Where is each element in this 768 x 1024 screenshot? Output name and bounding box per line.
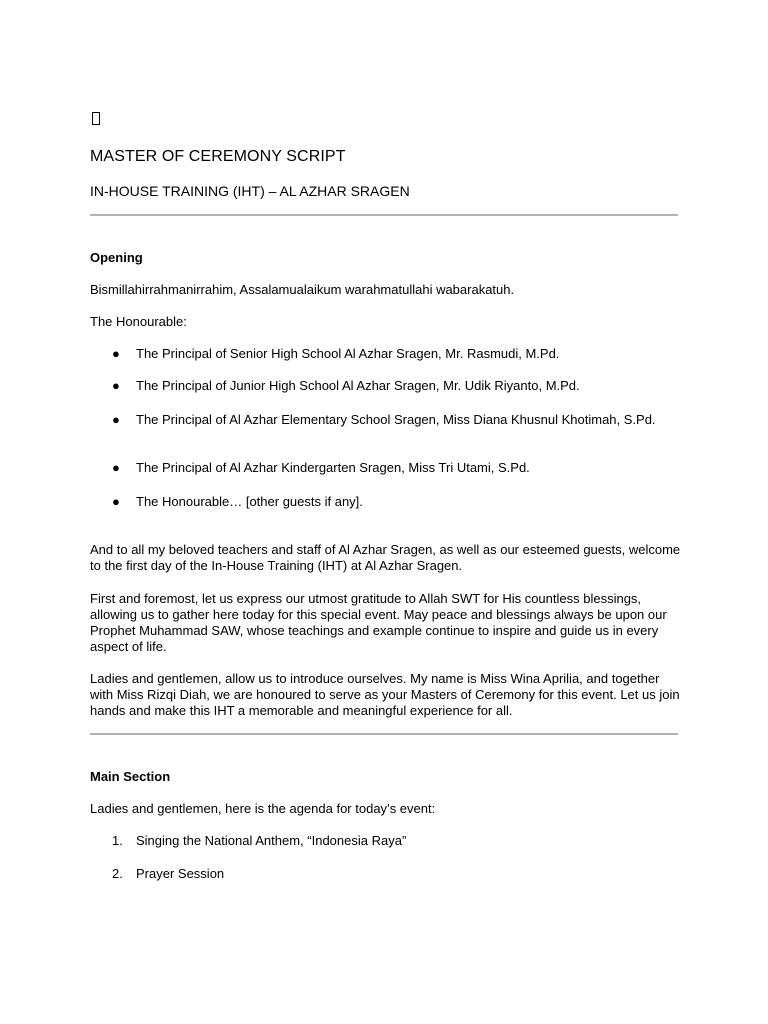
horizontal-rule xyxy=(90,733,678,735)
honourable-label: The Honourable: xyxy=(90,314,187,329)
bullet-marker: ● xyxy=(112,494,120,509)
welcome-paragraph: And to all my beloved teachers and staff of Al Azhar Sragen, as well as our esteemed guests, welcome to the first day of the In-House Training (IHT) at Al Azhar Sragen. xyxy=(90,542,681,573)
bullet-marker: ● xyxy=(112,346,120,361)
bullet-marker: ● xyxy=(112,378,120,393)
list-number: 2. xyxy=(112,866,123,881)
list-item-text: The Honourable… [other guests if any]. xyxy=(136,494,363,509)
list-number: 1. xyxy=(112,833,123,848)
document-title: MASTER OF CEREMONY SCRIPT xyxy=(90,148,346,165)
section-heading-main: Main Section xyxy=(90,769,171,784)
list-item-text: Prayer Session xyxy=(136,866,225,881)
list-item-text: The Principal of Junior High School Al Azhar Sragen, Mr. Udik Riyanto, M.Pd. xyxy=(136,378,580,393)
agenda-intro: Ladies and gentlemen, here is the agenda for today’s event: xyxy=(90,801,436,816)
greeting-paragraph: Bismillahirrahmanirrahim, Assalamualaikum warahmatullahi wabarakatuh. xyxy=(90,282,515,297)
list-item-text: The Principal of Al Azhar Elementary School Sragen, Miss Diana Khusnul Khotimah, S.Pd. xyxy=(136,412,656,427)
list-item-text: The Principal of Senior High School Al Azhar Sragen, Mr. Rasmudi, M.Pd. xyxy=(136,346,560,361)
bullet-marker: ● xyxy=(112,460,120,475)
gratitude-paragraph: First and foremost, let us express our utmost gratitude to Allah SWT for His countless blessings, allowing us to gather here today for this special event. May peace and blessings always be upon our Prophet Muhammad SAW, whose teachings and example continue to inspire and guide us in every aspect of life. xyxy=(90,591,667,654)
introduction-paragraph: Ladies and gentlemen, allow us to introduce ourselves. My name is Miss Wina Aprilia, and together with Miss Rizqi Diah, we are honoured to serve as your Masters of Ceremony for this event. Let us join hands and make this IHT a memorable and meaningful experience for all. xyxy=(90,671,680,718)
document-subtitle: IN-HOUSE TRAINING (IHT) – AL AZHAR SRAGEN xyxy=(90,183,410,199)
section-heading-opening: Opening xyxy=(90,250,143,265)
missing-glyph-icon xyxy=(92,112,100,125)
bullet-marker: ● xyxy=(112,412,120,427)
horizontal-rule xyxy=(90,214,678,216)
list-item-text: Singing the National Anthem, “Indonesia Raya” xyxy=(136,833,407,848)
list-item-text: The Principal of Al Azhar Kindergarten Sragen, Miss Tri Utami, S.Pd. xyxy=(136,460,530,475)
